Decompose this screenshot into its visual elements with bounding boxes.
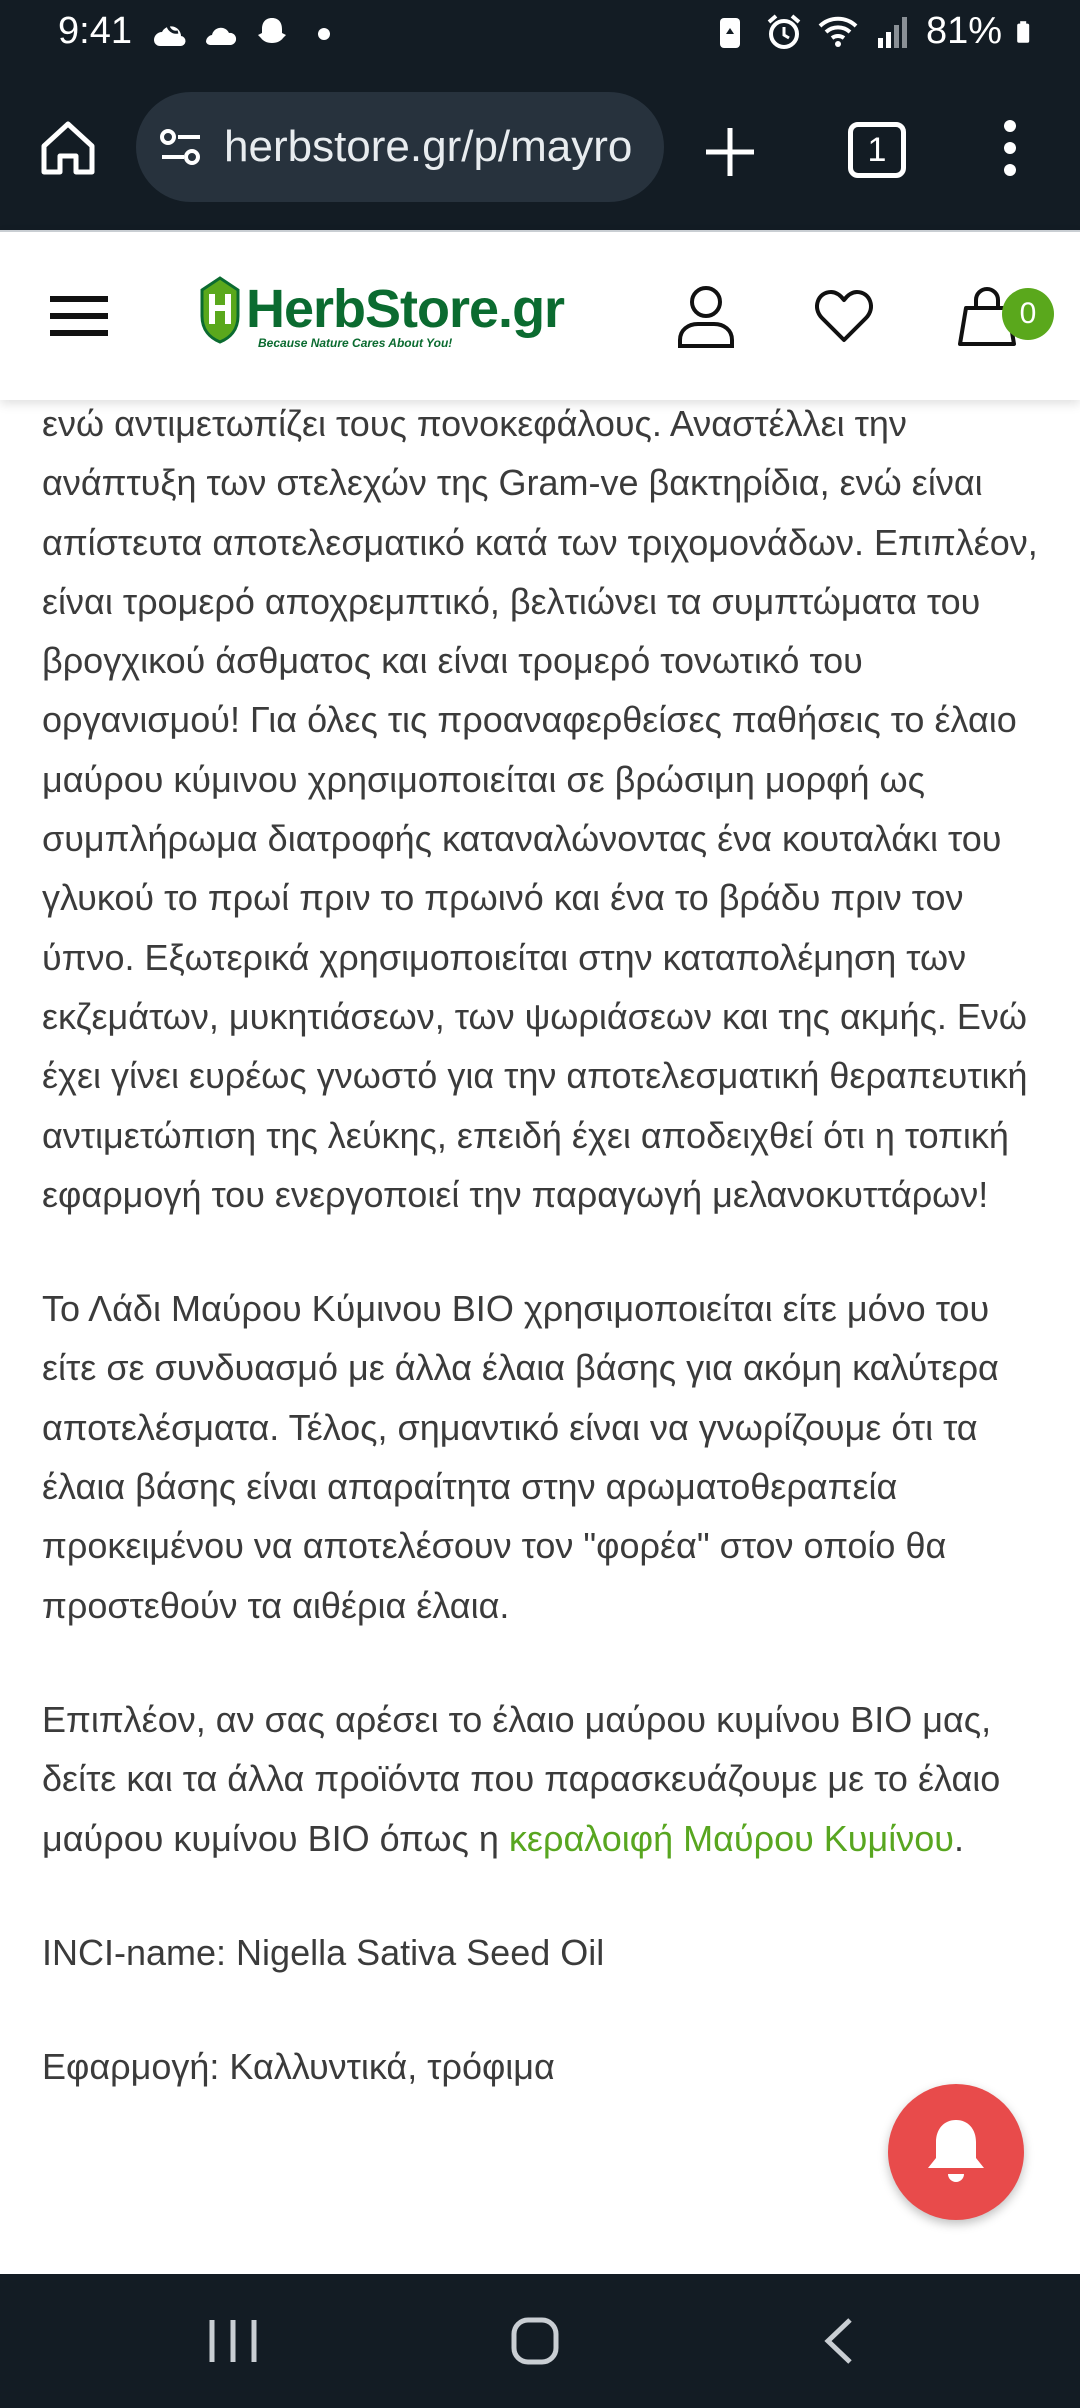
tab-count-button[interactable]: 1 — [848, 122, 906, 178]
battery-percent: 81% — [925, 10, 1002, 52]
alarm-icon — [764, 12, 804, 52]
recent-apps-icon[interactable] — [206, 2318, 260, 2364]
inci-name: INCI-name: Nigella Sativa Seed Oil — [42, 1931, 605, 1973]
status-time: 9:41 — [58, 10, 132, 52]
description-paragraph-1: ενώ αντιμετωπίζει τους πονοκεφάλους. Αναστέλλει την ανάπτυξη των στελεχών της Gram-ve βακτηρίδια, ενώ είναι απίστευτα αποτελεσματικό κατά των τριχομονάδων. Επιπλέον, είναι τρομερό αποχρεμπτικό, βελτιώνει τα συμπτώματα του βρογχικού άσθματος και είναι τρομερό τονωτικό του οργανισμού! Για όλες τις προαναφερθείσες παθήσεις το έλαιο μαύρου κύμινου χρησιμοποιείται σε βρώσιμη μορφή ως συμπλήρωμα διατροφής καταναλώνοντας ένα κουταλάκι του γλυκού το πρωί πριν το πρωινό και ένα το βράδυ πριν τον ύπνο. Εξωτερικά χρησιμοποιείται στην καταπολέμηση των εκζεμάτων, μυκητιάσεων, των ψωριάσεων και της ακμής. Ενώ έχει γίνει ευρέως γνωστό για την αποτελεσματική θεραπευτική αντιμετώπιση της λεύκης, επειδή έχει αποδειχθεί ότι η τοπική εφαρμογή του ενεργοποιεί την παραγωγή μελανοκυττάρων! — [42, 403, 1038, 1215]
status-bar — [0, 0, 1080, 70]
hamburger-menu-icon[interactable] — [50, 294, 108, 338]
logo-tagline: Because Nature Cares About You! — [258, 336, 453, 350]
wifi-icon — [818, 12, 858, 52]
description-paragraph-3 — [42, 1690, 1042, 1868]
paragraph-3-text: Επιπλέον, αν σας αρέσει το έλαιο μαύρου κυμίνου BIO μας, δείτε και τα άλλα προϊόντα που παρασκευάζουμε με το έλαιο μαύρου κυμίνου BIO όπως η — [42, 1698, 1001, 1859]
logo-text: HerbStore.gr — [246, 279, 565, 339]
description-paragraph-2: Το Λάδι Μαύρου Κύμινου BIO χρησιμοποιείται είτε μόνο του είτε σε συνδυασμό με άλλα έλαια βάσης για ακόμη καλύτερα αποτελέσματα. Τέλος, σημαντικό είναι να γνωρίζουμε ότι τα έλαια βάσης είναι απαραίτητα στην αρωματοθεραπεία προκειμένου να αποτελέσουν τον "φορέα" στον οποίο θα προστεθούν τα αιθέρια έλαια. — [42, 1288, 999, 1626]
battery-saver-icon — [710, 12, 750, 52]
cloud-icon — [200, 14, 240, 54]
home-icon[interactable] — [36, 116, 100, 180]
site-logo[interactable] — [196, 276, 565, 358]
cloud-moon-icon — [148, 14, 188, 54]
battery-icon — [1016, 12, 1040, 52]
more-menu-icon[interactable] — [990, 116, 1030, 180]
notification-subscribe-button[interactable] — [888, 2084, 1024, 2220]
product-description — [42, 398, 1042, 2096]
status-system-icons — [710, 10, 1040, 53]
browser-toolbar — [0, 70, 1080, 230]
site-settings-icon[interactable] — [158, 127, 204, 167]
application-info: Εφαρμογή: Καλλυντικά, τρόφιμα — [42, 2046, 555, 2088]
home-button-icon[interactable] — [510, 2316, 560, 2366]
dot-icon — [304, 14, 344, 54]
system-navigation-bar — [0, 2274, 1080, 2408]
paragraph-3-end: . — [953, 1817, 964, 1859]
wishlist-heart-icon[interactable] — [814, 288, 874, 344]
signal-icon — [872, 12, 912, 52]
cart-count-badge: 0 — [1002, 288, 1054, 340]
back-icon[interactable] — [820, 2316, 860, 2366]
status-notification-icons — [148, 14, 344, 54]
site-header — [0, 230, 1080, 400]
user-account-icon[interactable] — [676, 284, 736, 348]
new-tab-icon[interactable] — [700, 122, 760, 182]
related-product-link[interactable]: κεραλοιφή Μαύρου Κυμίνου — [508, 1817, 954, 1859]
snapchat-ghost-icon — [252, 14, 292, 54]
address-bar[interactable] — [136, 92, 664, 202]
bell-icon — [916, 2112, 996, 2192]
url-text[interactable]: herbstore.gr/p/mayro — [224, 122, 633, 171]
